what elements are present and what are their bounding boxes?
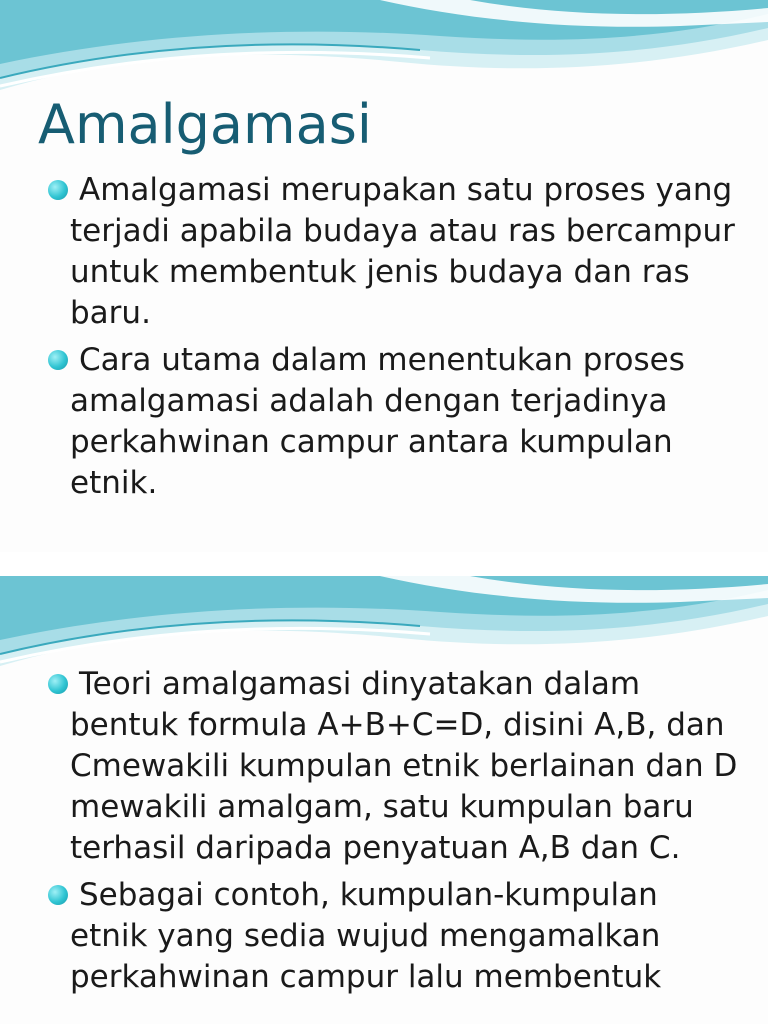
bullet-text: Teori amalgamasi dinyatakan dalam bentuk formula A+B+C=D, disini A,B, dan Cmewakili kumpulan etnik berlainan dan D mewakili amalgam, satu kumpulan baru terhasil daripada penyatuan A,B dan C.	[70, 666, 738, 866]
bullet-list	[0, 664, 768, 1004]
bullet-dot-icon	[48, 674, 68, 694]
bullet-text: Cara utama dalam menentukan proses amalgamasi adalah dengan terjadinya perkahwinan campur antara kumpulan etnik.	[70, 342, 685, 501]
list-item	[0, 875, 768, 998]
list-item	[0, 170, 768, 334]
bullet-text: Amalgamasi merupakan satu proses yang terjadi apabila budaya atau ras bercampur untuk membentuk jenis budaya dan ras baru.	[70, 172, 735, 331]
bullet-text: Sebagai contoh, kumpulan-kumpulan etnik yang sedia wujud mengamalkan perkahwinan campur lalu membentuk	[70, 877, 662, 995]
bullet-dot-icon	[48, 180, 68, 200]
decorative-wave-header	[0, 0, 768, 92]
slide-gap	[0, 552, 768, 576]
decorative-wave-header	[0, 576, 768, 668]
list-item	[0, 664, 768, 869]
bullet-dot-icon	[48, 885, 68, 905]
list-item	[0, 340, 768, 504]
bullet-list	[0, 170, 768, 510]
slide-teori-amalgamasi	[0, 576, 768, 1024]
slide-title: Amalgamasi	[38, 93, 372, 156]
bullet-dot-icon	[48, 350, 68, 370]
